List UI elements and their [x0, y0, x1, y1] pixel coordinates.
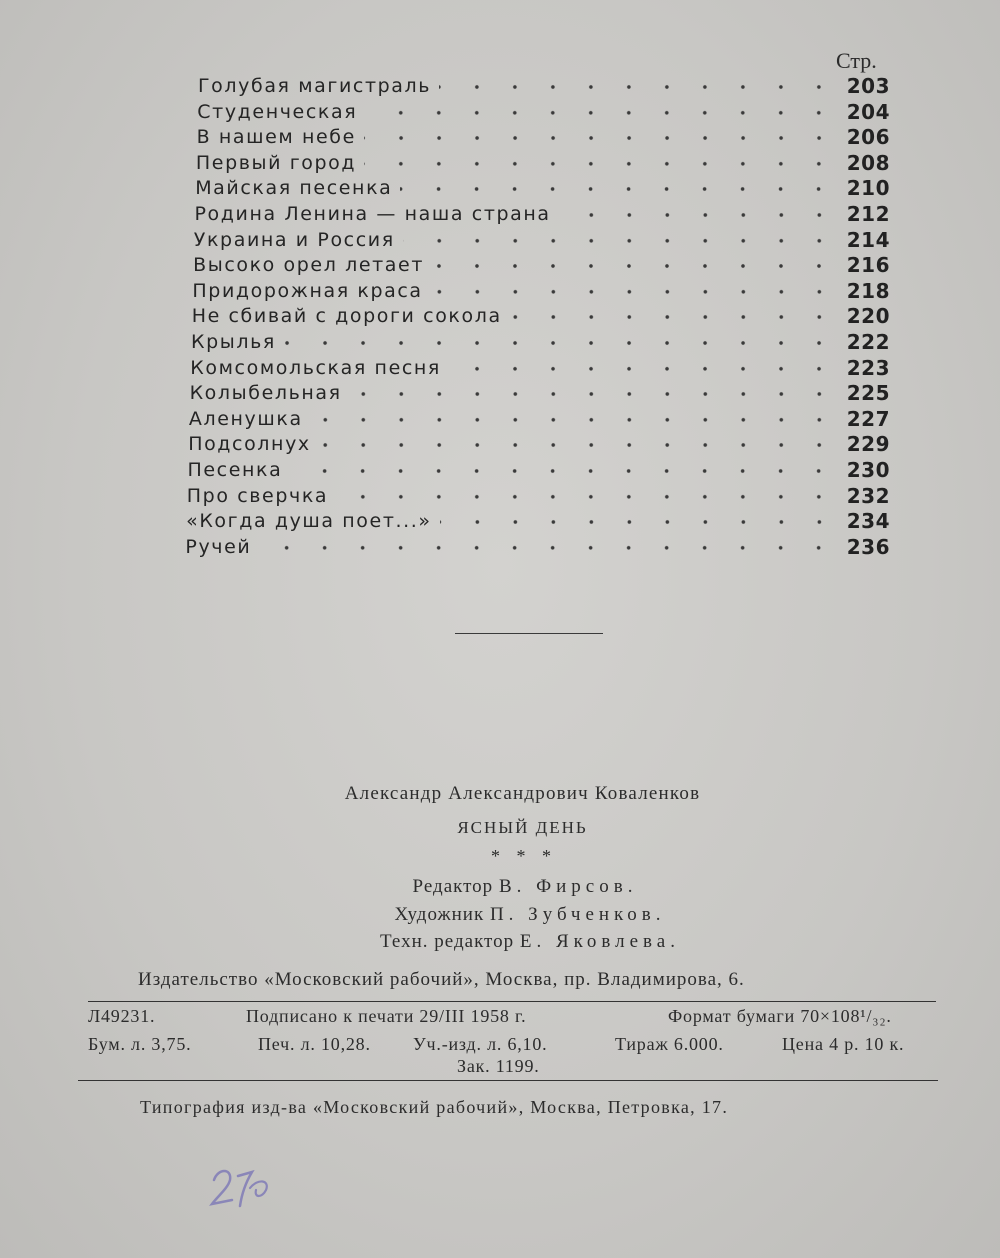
toc-entry-page: 220 [846, 304, 890, 329]
toc-entry [192, 279, 890, 305]
toc-dot-leader [431, 279, 836, 305]
toc-entry-title: Украина и Россия [193, 228, 395, 251]
toc-dot-leader [364, 125, 836, 151]
toc-entry-page: 214 [846, 227, 890, 252]
editor-credit [0, 876, 1000, 898]
toc-entry-title: Родина Ленина — наша страна [194, 202, 551, 225]
toc-dot-leader [350, 381, 836, 407]
toc-entry-page: 218 [846, 278, 890, 303]
toc-entry-page: 208 [846, 150, 890, 175]
order-number: Зак. 1199. [457, 1056, 540, 1076]
imprint-rule-top [88, 1001, 936, 1002]
toc-dot-leader [364, 151, 836, 177]
toc-dot-leader [365, 100, 836, 126]
toc-entry-title: Голубая магистраль [198, 75, 432, 97]
toc-entry-page: 203 [846, 74, 890, 98]
toc-entry-page: 225 [846, 381, 890, 406]
toc-dot-leader [311, 407, 836, 433]
printer-line: Типография изд-ва «Московский рабочий», Москва, Петровка, 17. [140, 1097, 729, 1117]
print-run: Тираж 6.000. [615, 1034, 724, 1054]
toc-entry-page: 206 [846, 125, 890, 150]
toc-entry [193, 253, 890, 279]
toc-dot-leader [439, 74, 836, 100]
toc-entry-page: 236 [846, 534, 890, 559]
toc-entry-title: Колыбельная [189, 382, 342, 405]
toc-entry [192, 304, 890, 330]
toc-entry-page: 230 [846, 457, 890, 482]
toc-entry-page: 229 [846, 432, 890, 457]
toc-entry [190, 381, 890, 407]
toc-entry [195, 202, 891, 228]
editor-name: В. Фирсов. [498, 876, 638, 897]
toc-entry-title: «Когда душа поет...» [186, 510, 432, 533]
toc-entry-page: 222 [846, 329, 890, 354]
toc-dot-leader [284, 330, 836, 356]
toc-entry [188, 458, 891, 484]
toc-entry-title: Придорожная краса [192, 279, 423, 302]
print-sheets: Печ. л. 10,28. [258, 1034, 371, 1054]
toc-page-column-header: Стр. [836, 48, 877, 73]
section-divider [455, 633, 603, 634]
toc-entry [195, 176, 890, 202]
toc-entry-page: 204 [846, 99, 890, 124]
toc-entry-title: Не сбивай с дороги сокола [191, 305, 502, 328]
tech-editor-role: Техн. редактор [380, 931, 515, 952]
toc-entry-title: Первый город [195, 151, 357, 174]
toc-entry-page: 216 [846, 253, 890, 278]
toc-dot-leader [440, 509, 836, 535]
toc-entry [197, 125, 890, 151]
paper-sheets: Бум. л. 3,75. [88, 1034, 192, 1054]
toc-dot-leader [290, 458, 836, 484]
tech-editor-name: Е. Яковлева. [519, 931, 680, 952]
toc-entry-title: Высоко орел летает [193, 254, 425, 277]
toc-entry-title: Про сверчка [186, 484, 329, 507]
toc-dot-leader [559, 202, 836, 228]
artist-name: П. Зубченков. [489, 904, 666, 925]
toc-entry [198, 74, 890, 100]
toc-entry-title: Майская песенка [195, 177, 393, 200]
toc-entry [196, 151, 890, 177]
catalog-code: Л49231. [88, 1006, 156, 1026]
toc-dot-leader [449, 356, 836, 382]
toc-dot-leader [403, 228, 836, 254]
table-of-contents [185, 74, 890, 560]
toc-entry-title: В нашем небе [196, 126, 356, 149]
toc-entry [190, 356, 890, 382]
toc-entry-title: Ручей [185, 535, 252, 558]
publisher-line: Издательство «Московский рабочий», Москва, пр. Владимирова, 6. [138, 969, 745, 990]
toc-dot-leader [432, 253, 836, 279]
toc-dot-leader [510, 304, 836, 330]
signed-for-print: Подписано к печати 29/III 1958 г. [246, 1006, 527, 1026]
handwritten-mark [208, 1158, 278, 1218]
toc-entry-page: 232 [846, 483, 890, 508]
toc-entry-page: 223 [846, 355, 890, 380]
toc-entry-page: 227 [846, 406, 890, 431]
toc-entry [189, 407, 890, 433]
toc-entry [188, 432, 890, 458]
toc-entry-page: 212 [846, 201, 890, 226]
toc-entry [187, 484, 890, 510]
author-name: Александр Александрович Коваленков [344, 783, 701, 804]
toc-entry-page: 210 [846, 176, 890, 201]
toc-dot-leader [336, 484, 836, 510]
toc-entry [185, 535, 890, 561]
toc-entry [194, 228, 890, 254]
tech-editor-credit [0, 931, 1000, 953]
asterism: * * * [491, 846, 557, 866]
toc-dot-leader [400, 176, 836, 202]
toc-entry-title: Песенка [187, 458, 283, 481]
toc-dot-leader [259, 535, 836, 561]
artist-credit [0, 904, 1000, 926]
imprint-rule-bottom [78, 1080, 938, 1081]
toc-entry [191, 330, 890, 356]
toc-entry-title: Крылья [191, 330, 276, 353]
toc-entry-title: Аленушка [188, 407, 303, 430]
book-title: ЯСНЫЙ ДЕНЬ [457, 818, 588, 837]
toc-entry-title: Студенческая [197, 100, 358, 123]
toc-entry-title: Комсомольская песня [190, 356, 441, 379]
editor-role: Редактор [412, 876, 494, 897]
toc-entry [197, 100, 890, 126]
toc-entry-title: Подсолнух [188, 433, 311, 456]
toc-entry-page: 234 [846, 509, 890, 534]
toc-dot-leader [319, 432, 836, 458]
artist-role: Художник [394, 904, 485, 925]
publishing-sheets: Уч.-изд. л. 6,10. [413, 1034, 548, 1054]
paper-format: Формат бумаги 70×108¹/₃₂. [668, 1006, 892, 1026]
toc-entry [186, 509, 890, 535]
price: Цена 4 р. 10 к. [782, 1034, 905, 1054]
